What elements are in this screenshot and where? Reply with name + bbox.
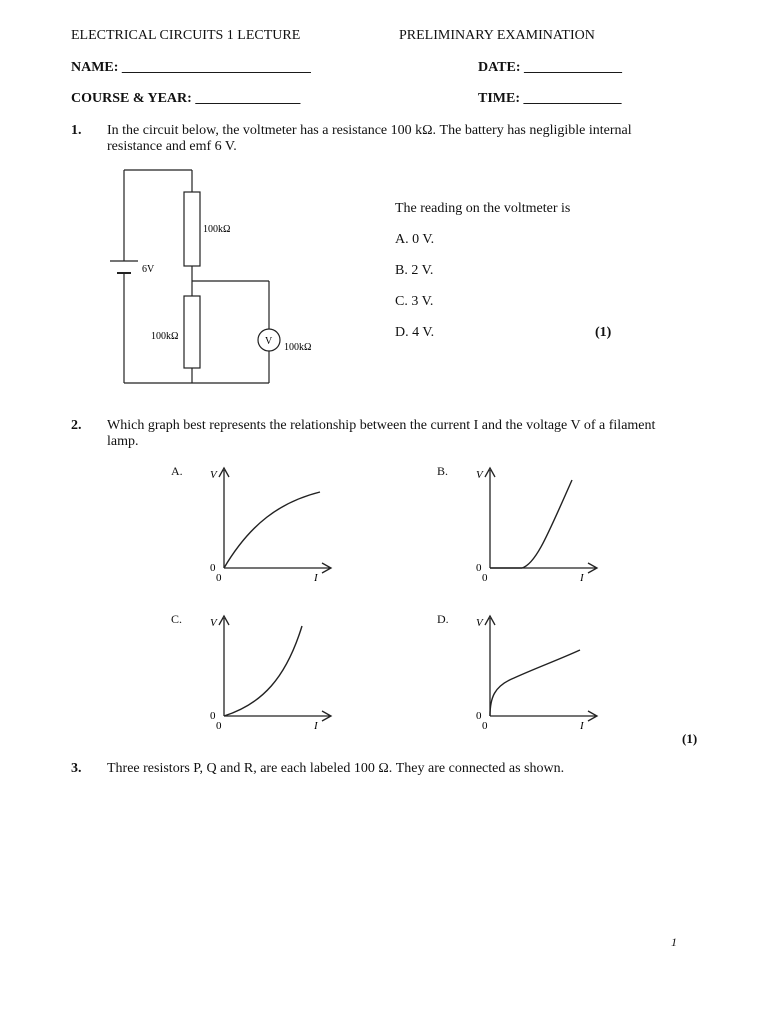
- top-resistor: [184, 192, 200, 266]
- option-b: B. 2 V.: [395, 263, 434, 278]
- name-field: NAME: ___________________________: [71, 60, 311, 75]
- graph-b-origin-x: 0: [482, 572, 488, 584]
- graph-b-curve: [490, 480, 572, 568]
- voltmeter-letter: V: [265, 336, 273, 347]
- question-2-text-content: Which graph best represents the relationship between the current I and the voltage V of a filament lamp.: [107, 418, 656, 449]
- page-number: 1: [671, 935, 677, 949]
- graph-a-x-label: I: [314, 572, 318, 584]
- battery-label: 6V: [142, 264, 155, 275]
- graph-c: [200, 612, 340, 732]
- time-field: TIME: ______________: [478, 91, 622, 106]
- question-3-text: Three resistors P, Q and R, are each labeled 100 Ω. They are connected as shown.: [107, 761, 565, 776]
- question-2-marks: (1): [682, 731, 698, 746]
- graph-a-y-label: V: [210, 469, 217, 481]
- exam-title: PRELIMINARY EXAMINATION: [399, 28, 595, 43]
- bottom-resistor-label: 100kΩ: [151, 331, 179, 342]
- question-1-prompt: The reading on the voltmeter is: [395, 201, 571, 216]
- graph-b-label: B.: [437, 464, 449, 478]
- course-year-field: COURSE & YEAR: _______________: [71, 91, 301, 106]
- question-1-marks: (1): [595, 325, 612, 340]
- graph-b-origin-y: 0: [476, 562, 482, 574]
- graph-d-label: D.: [437, 612, 449, 626]
- top-resistor-label: 100kΩ: [203, 224, 231, 235]
- graph-d-x-label: I: [580, 720, 584, 732]
- option-a: A. 0 V.: [395, 232, 435, 247]
- graph-d-origin-y: 0: [476, 710, 482, 722]
- graph-d-curve: [490, 650, 580, 716]
- graph-a-origin-y: 0: [210, 562, 216, 574]
- voltmeter-resistance-label: 100kΩ: [284, 342, 312, 353]
- graph-c-origin-y: 0: [210, 710, 216, 722]
- option-d: D. 4 V.: [395, 325, 435, 340]
- course-title: ELECTRICAL CIRCUITS 1 LECTURE: [71, 28, 301, 43]
- graph-a-origin-x: 0: [216, 572, 222, 584]
- graph-c-x-label: I: [314, 720, 318, 732]
- bottom-resistor: [184, 296, 200, 368]
- graph-b-x-label: I: [580, 572, 584, 584]
- question-2-text: [107, 418, 662, 450]
- question-1-text: In the circuit below, the voltmeter has a resistance 100 kΩ. The battery has negligible internal resistance and emf 6 V.: [107, 123, 632, 154]
- date-field: DATE: ______________: [478, 60, 623, 75]
- question-2-number: 2.: [71, 418, 82, 433]
- question-3-number: 3.: [71, 761, 82, 776]
- graph-a-label: A.: [171, 464, 183, 478]
- graph-c-label: C.: [171, 612, 183, 626]
- graph-b: [466, 464, 606, 584]
- graph-d-origin-x: 0: [482, 720, 488, 732]
- graph-c-origin-x: 0: [216, 720, 222, 732]
- graph-c-y-label: V: [210, 617, 217, 629]
- graph-a: [200, 464, 340, 584]
- graph-a-curve: [224, 492, 320, 568]
- graph-d-y-label: V: [476, 617, 483, 629]
- graph-c-curve: [224, 626, 302, 716]
- option-c: C. 3 V.: [395, 294, 434, 309]
- question-1-number: 1.: [71, 123, 82, 138]
- graph-d: [466, 612, 606, 732]
- circuit-diagram: [100, 160, 320, 390]
- graph-b-y-label: V: [476, 469, 483, 481]
